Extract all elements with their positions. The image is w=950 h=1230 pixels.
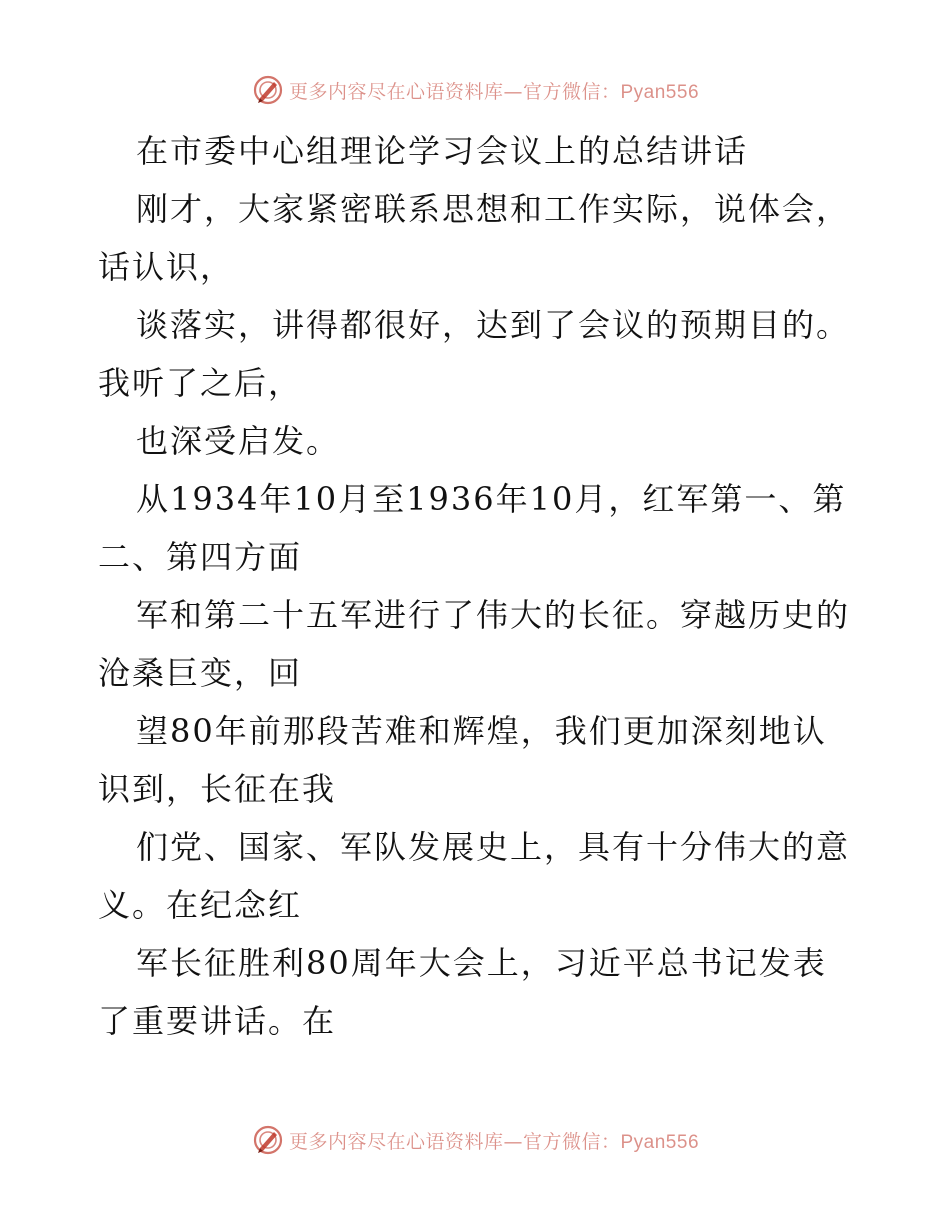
text-line: 也深受启发。: [136, 422, 341, 460]
text-line: 刚才，大家紧密联系思想和工作实际，说体会，: [136, 190, 851, 228]
text-line: 军和第二十五军进行了伟大的长征。穿越历史的: [136, 596, 851, 634]
text-line: 在市委中心组理论学习会议上的总结讲话: [136, 132, 749, 170]
text-line: 们党、国家、军队发展史上，具有十分伟大的意: [136, 828, 851, 866]
watermark-id: Pyan556: [620, 1131, 700, 1153]
pen-logo-icon: [251, 73, 285, 107]
text-line: 二、第四方面: [98, 538, 303, 576]
text-line: 话认识，: [98, 248, 235, 286]
pen-logo-icon: [251, 1123, 285, 1157]
text-line: 了重要讲话。在: [98, 1002, 337, 1040]
text-line: 我听了之后，: [98, 364, 303, 402]
text-line: 沧桑巨变，回: [98, 654, 303, 692]
footer-watermark: [0, 1120, 950, 1160]
watermark-text: 更多内容尽在心语资料库—官方微信：: [288, 1130, 621, 1153]
text-line: 从1934年10月至1936年10月，红军第一、第: [136, 480, 847, 518]
text-line: 义。在纪念红: [98, 886, 303, 924]
header-watermark: [0, 70, 950, 110]
text-line: 军长征胜利80周年大会上，习近平总书记发表: [136, 944, 827, 982]
text-line: 识到，长征在我: [98, 770, 337, 808]
document-body: [98, 122, 858, 1050]
text-line: 谈落实，讲得都很好，达到了会议的预期目的。: [136, 306, 851, 344]
watermark-id: Pyan556: [620, 81, 700, 103]
text-line: 望80年前那段苦难和辉煌，我们更加深刻地认: [136, 712, 827, 750]
watermark-text: 更多内容尽在心语资料库—官方微信：: [288, 80, 621, 103]
